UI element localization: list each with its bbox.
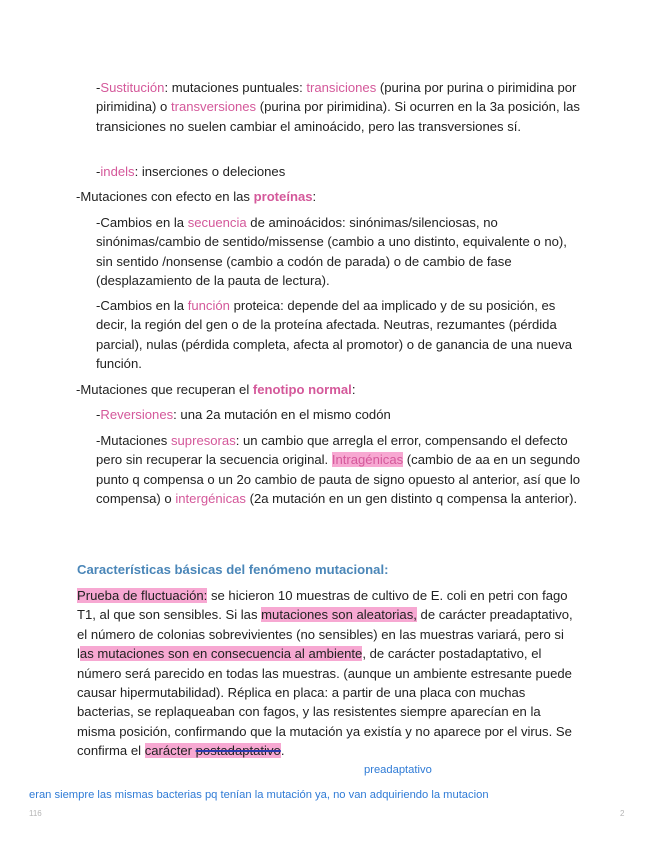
section-heading: Características básicas del fenómeno mutacional: bbox=[77, 562, 389, 577]
text: de carácter preadaptativo, el número de colonias sobrevivientes (no sensibles) en las muestras variará, pero si l bbox=[77, 607, 573, 662]
term-intragenicas: Intragénicas bbox=[331, 452, 404, 468]
text: -Mutaciones con efecto en las bbox=[76, 189, 254, 204]
text: de aminoácidos: sinónimas/silenciosas, no sinónimas/cambio de sentido/missense (cambio a uno distinto, equivalente o no), sin sentido /nonsense (cambio a codón de parada) o de cambio de fase (desplazamiento de la pauta de lectura). bbox=[96, 215, 567, 289]
text: - bbox=[96, 407, 101, 422]
handwritten-note: eran siempre las mismas bacterias pq tenían la mutación ya, no van adquiriendo la mutacion bbox=[29, 789, 489, 801]
strikethrough-postadaptativo: postadaptativo bbox=[195, 743, 281, 759]
highlight-mutaciones-aleatorias: mutaciones son aleatorias, bbox=[261, 607, 417, 623]
paragraph-indels bbox=[96, 162, 582, 181]
term-fenotipo-normal: fenotipo normal bbox=[252, 382, 352, 397]
text: , de carácter postadaptativo, el número será parecido en todas las muestras. (aunque un ambiente estresante puede causar hipermutabilidad). Réplica en placa: a partir de una placa con muchas bacterias, se replaqueaban con fagos, y las resistentes siempre aparecían en la misma posición, confirmando que la mutación ya existía y no aparece por el virus. Se confirma el bbox=[77, 646, 572, 759]
text: (purina por pirimidina). Si ocurren en la 3a posición, las transiciones no suelen cambiar el aminoácido, pero las transversiones sí. bbox=[96, 99, 580, 134]
term-indels: indels bbox=[100, 164, 135, 179]
paragraph-fenotipo bbox=[76, 380, 582, 399]
text: proteica: depende del aa implicado y de su posición, es decir, la región del gen o de la proteína afectada. Neutras, rezumantes (pérdida parcial), nulas (pérdida completa, afecta al promotor) o de ganancia de una nueva función. bbox=[96, 298, 573, 372]
text: -Cambios en la bbox=[96, 298, 188, 313]
text: : mutaciones puntuales: bbox=[164, 80, 307, 95]
term-proteinas: proteínas bbox=[253, 189, 313, 204]
term-transiciones: transiciones bbox=[306, 80, 377, 95]
term-intergenicas: intergénicas bbox=[175, 491, 246, 507]
text: - bbox=[96, 164, 101, 179]
text: . bbox=[280, 743, 285, 759]
term-transversiones: transversiones bbox=[170, 99, 257, 115]
handwritten-correction: preadaptativo bbox=[364, 764, 432, 776]
term-funcion: función bbox=[187, 298, 230, 313]
text: (purina por purina o pirimidina por pirimidina) o bbox=[96, 80, 577, 115]
text: (2a mutación en un gen distinto q compensa la anterior). bbox=[245, 491, 578, 507]
text: se hicieron 10 muestras de cultivo de E. coli en petri con fago T1, al que son sensibles. Si las bbox=[77, 588, 568, 623]
term-reversiones: Reversiones bbox=[100, 407, 174, 422]
term-supresoras: supresoras bbox=[170, 433, 236, 448]
paragraph-supresoras bbox=[96, 431, 582, 509]
term-secuencia: secuencia bbox=[187, 215, 247, 230]
text: (cambio de aa en un segundo punto q compensa o un 2o cambio de pauta de signo opuesto al anterior, así que lo compensa) o bbox=[96, 452, 581, 507]
paragraph-funcion bbox=[96, 296, 582, 374]
paragraph-secuencia bbox=[96, 213, 582, 291]
text: : inserciones o deleciones bbox=[134, 164, 286, 179]
term-sustitucion: Sustitución bbox=[100, 80, 165, 95]
paragraph-sustitucion bbox=[96, 78, 582, 136]
paragraph-reversiones bbox=[96, 405, 582, 424]
text: : bbox=[312, 189, 317, 204]
text: : una 2a mutación en el mismo codón bbox=[173, 407, 391, 422]
text: -Cambios en la bbox=[96, 215, 188, 230]
highlight-consecuencia-ambiente: as mutaciones son en consecuencia al ambiente bbox=[79, 646, 363, 662]
footer-right-page-number: 2 bbox=[620, 809, 625, 818]
text: -Mutaciones bbox=[96, 433, 171, 448]
paragraph-proteinas bbox=[76, 187, 582, 206]
text: -Mutaciones que recuperan el bbox=[76, 382, 253, 397]
highlight-prueba-fluctuacion: Prueba de fluctuación: bbox=[77, 588, 208, 603]
text: : un cambio que arregla el error, compensando el defecto pero sin recuperar la secuencia original. bbox=[96, 433, 568, 468]
footer-left-page-number: 116 bbox=[29, 809, 42, 818]
text: - bbox=[96, 80, 101, 95]
highlight-caracter: carácter bbox=[144, 743, 196, 759]
text: : bbox=[351, 382, 356, 397]
paragraph-fluctuacion bbox=[77, 586, 582, 761]
